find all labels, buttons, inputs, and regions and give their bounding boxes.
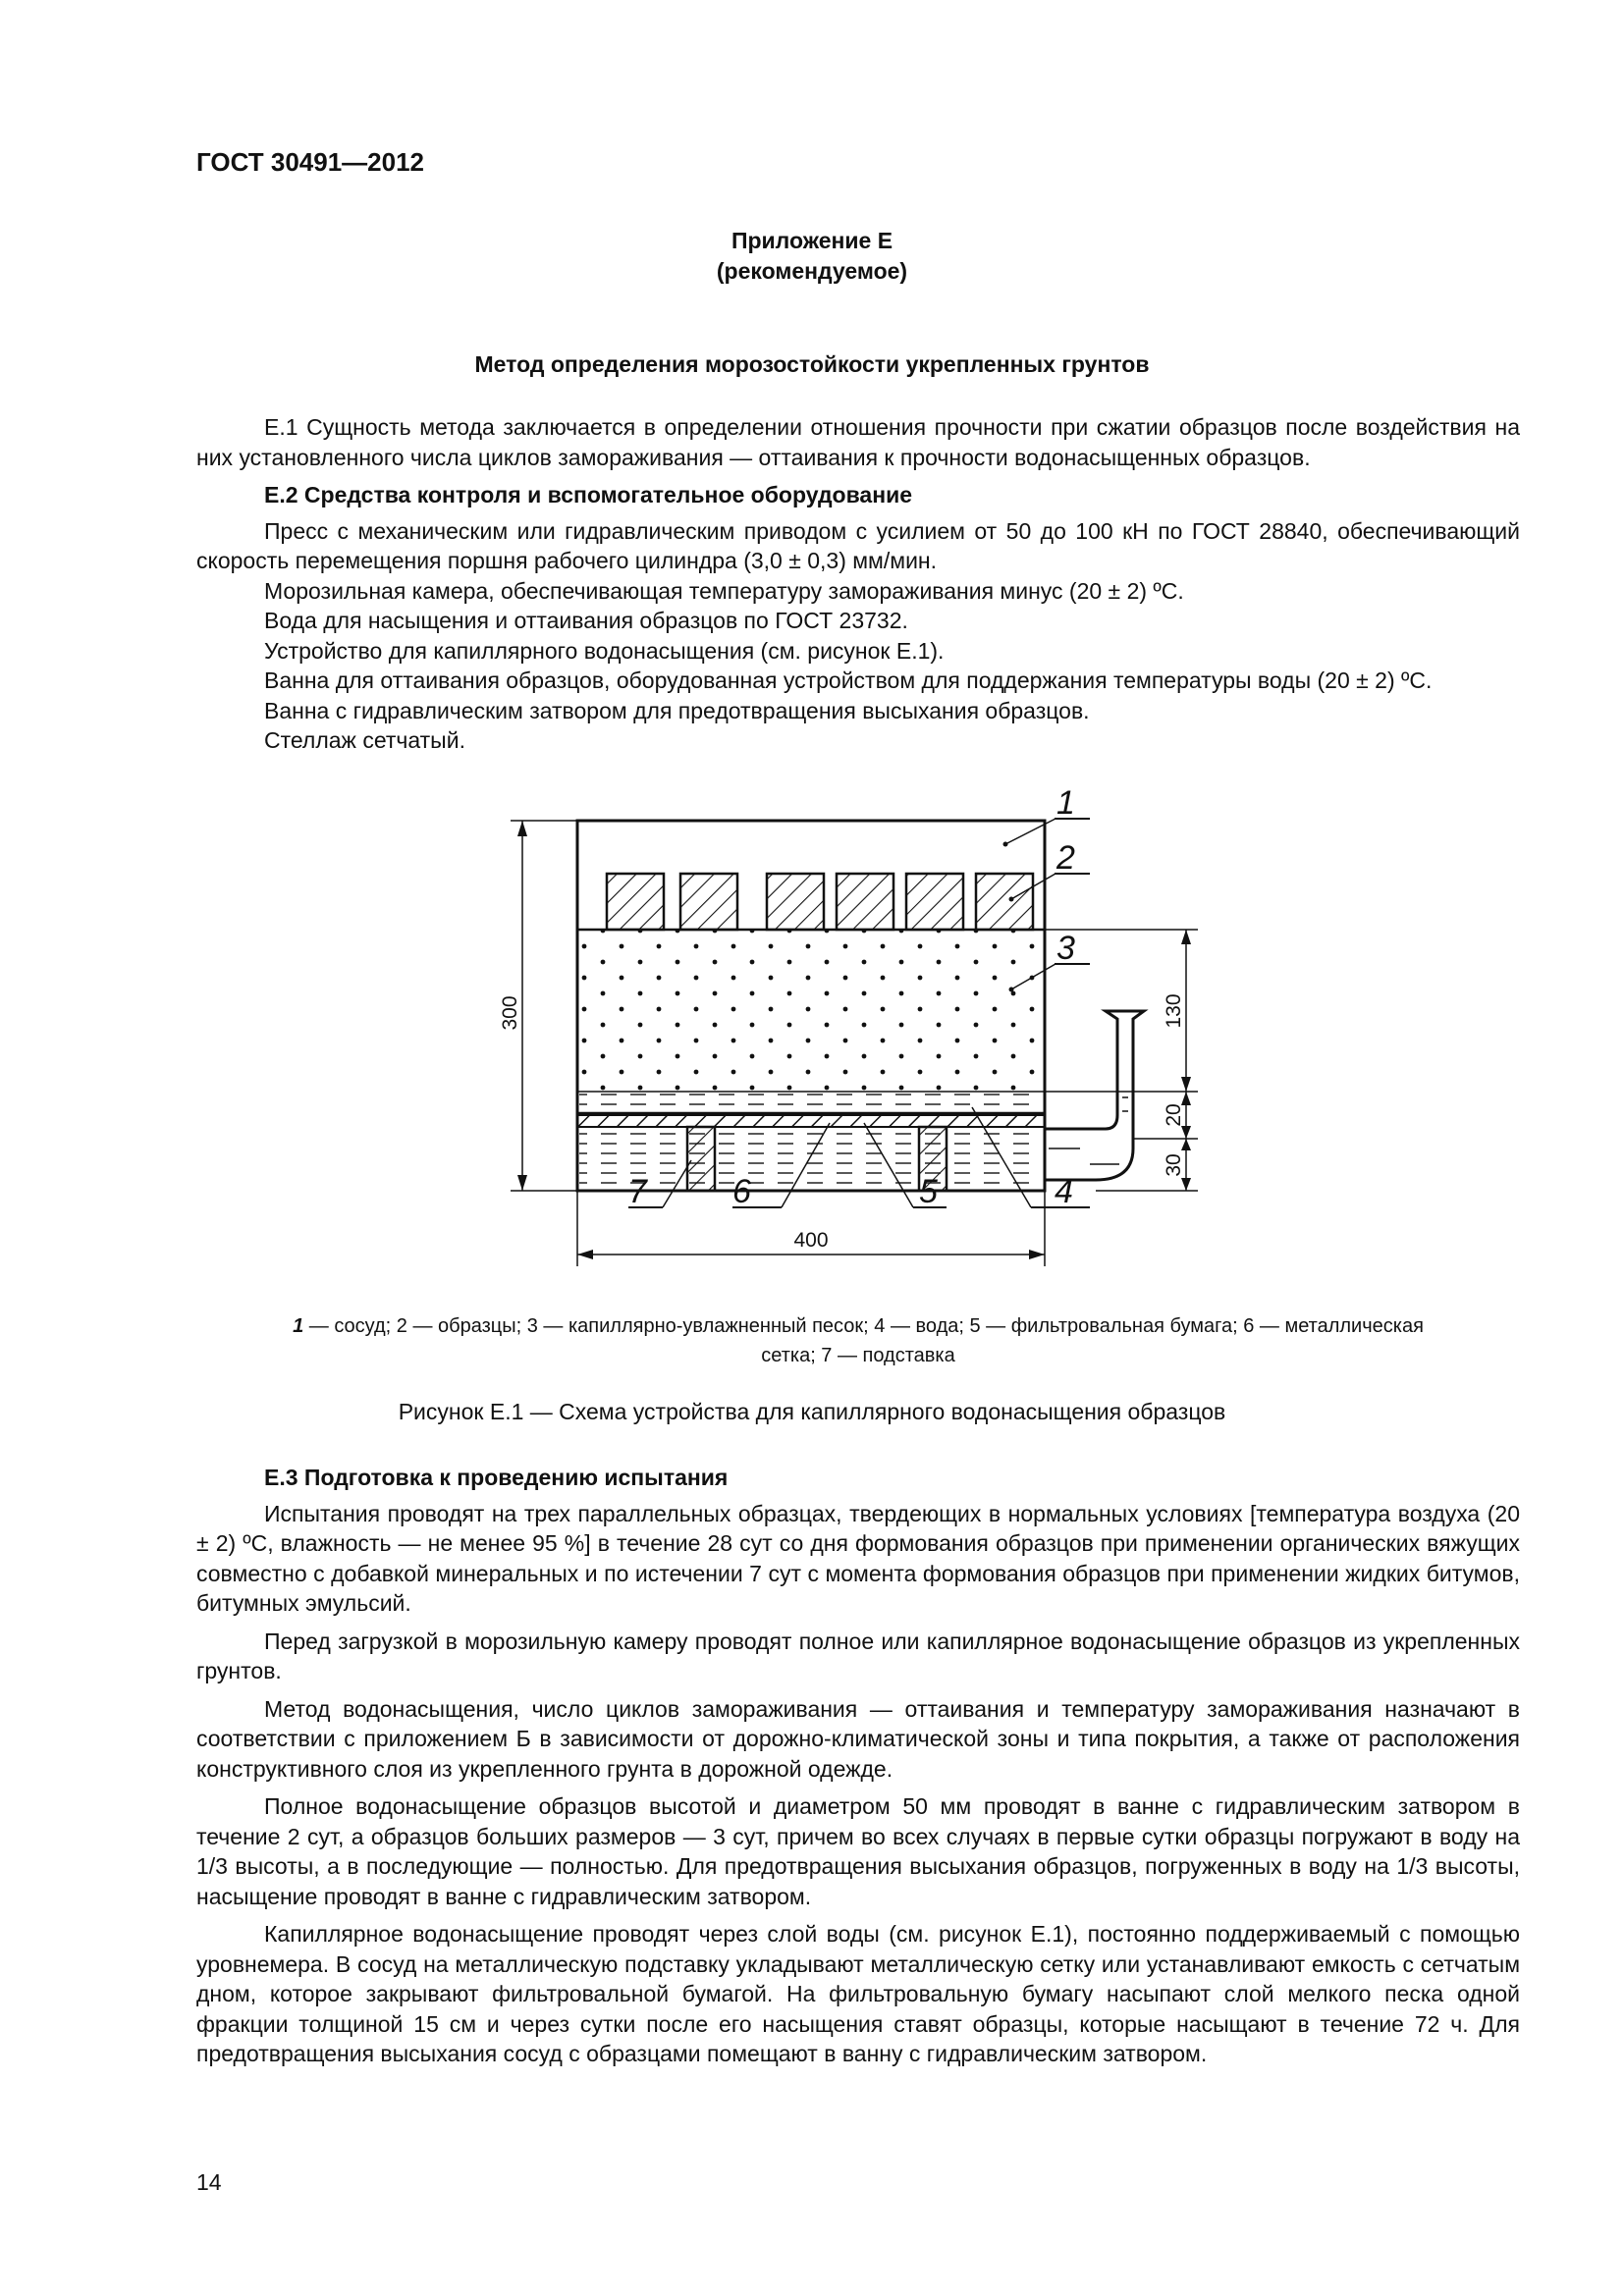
level-gauge <box>1045 1011 1144 1180</box>
sample <box>680 874 737 930</box>
dimension-400: 400 <box>793 1229 829 1252</box>
section3-paragraph: Метод водонасыщения, число циклов замораживания — оттаивания и температуру замораживания назначают в соответствии с приложением Б в зависимости от дорожно-климатической зоны и типа покрытия, а также от расположения конструктивного слоя из укрепленного грунта в дорожной одежде. <box>196 1695 1520 1782</box>
equipment-item: Вода для насыщения и оттаивания образцов по ГОСТ 23732. <box>264 608 908 633</box>
legend-line-2: сетка; 7 — подставка <box>761 1345 955 1366</box>
label-7: 7 <box>628 1173 647 1210</box>
appendix-status: (рекомендуемое) <box>716 258 908 284</box>
document-header: ГОСТ 30491—2012 <box>196 147 424 177</box>
label-5: 5 <box>919 1173 938 1210</box>
capillary-saturation-diagram <box>481 784 1185 1286</box>
equipment-item: Ванна для оттаивания образцов, оборудованная устройством для поддержания температуры воды (20 ± 2) ºС. <box>264 667 1433 693</box>
figure-caption: Рисунок Е.1 — Схема устройства для капиллярного водонасыщения образцов <box>398 1399 1226 1424</box>
dimension-30: 30 <box>1163 1153 1185 1177</box>
metal-mesh <box>577 1115 1045 1127</box>
label-3: 3 <box>1056 930 1075 967</box>
figure-legend <box>196 1311 1520 1370</box>
section3-paragraph: Перед загрузкой в морозильную камеру проводят полное или капиллярное водонасыщение образцов из укрепленных грунтов. <box>196 1628 1520 1683</box>
sand-layer <box>579 930 1043 1092</box>
section-3 <box>196 1463 1520 2069</box>
equipment-item: Ванна с гидравлическим затвором для предотвращения высыхания образцов. <box>264 697 1090 723</box>
dimension-20: 20 <box>1163 1103 1185 1127</box>
dimension-300: 300 <box>499 995 521 1031</box>
section3-paragraph: Испытания проводят на трех параллельных образцах, твердеющих в нормальных условиях [температура воздуха (20 ± 2) ºС, влажность — не менее 95 %] в течение 28 сут со дня формования образцов при применении органических вяжущих совместно с добавкой минеральных и по истечении 7 сут с момента формования образцов при применении жидких битумов, битумных эмульсий. <box>196 1500 1520 1616</box>
section-1-2 <box>196 412 1520 756</box>
equipment-item: Стеллаж сетчатый. <box>264 727 465 753</box>
sample <box>837 874 893 930</box>
water-layer-lower <box>579 1127 1043 1189</box>
section3-paragraph: Полное водонасыщение образцов высотой и диаметром 50 мм проводят в ванне с гидравлическим затвором в течение 2 сут, а образцов больших размеров — 3 сут, причем во всех случаях в первые сутки образцы погружают в воду на 1/3 высоты, а в последующие — полностью. Для предотвращения высыхания образцов, погруженных в воду на 1/3 высоты, насыщение проводят в ванне с гидравлическим затвором. <box>196 1793 1520 1909</box>
sample <box>767 874 824 930</box>
equipment-item: Устройство для капиллярного водонасыщения (см. рисунок Е.1). <box>264 637 945 664</box>
sample <box>607 874 664 930</box>
appendix-title: Приложение Е <box>731 228 893 253</box>
dimension-130: 130 <box>1163 993 1185 1029</box>
legend-text: — сосуд; 2 — образцы; 3 — капиллярно-увлажненный песок; 4 — вода; 5 — фильтровальная бумага; 6 — металлическая <box>303 1315 1424 1337</box>
section2-paragraph: Пресс с механическим или гидравлическим приводом с усилием от 50 до 100 кН по ГОСТ 28840, обеспечивающий скорость перемещения поршня рабочего цилиндра (3,0 ± 0,3) мм/мин. <box>196 517 1520 573</box>
legend-line-1 <box>196 1311 1520 1341</box>
label-1: 1 <box>1056 784 1075 822</box>
label-2: 2 <box>1056 839 1075 877</box>
label-6: 6 <box>732 1173 751 1210</box>
legend-key-1: 1 <box>293 1315 304 1337</box>
section1-paragraph: Е.1 Сущность метода заключается в определении отношения прочности при сжатии образцов после воздействия на них установленного числа циклов замораживания — оттаивания к прочности водонасыщенных образцов. <box>196 414 1520 470</box>
section3-heading: Е.3 Подготовка к проведению испытания <box>264 1465 729 1490</box>
equipment-item: Морозильная камера, обеспечивающая температуру замораживания минус (20 ± 2) ºС. <box>264 577 1184 604</box>
section3-paragraph: Капиллярное водонасыщение проводят через слой воды (см. рисунок Е.1), постоянно поддерживаемый с помощью уровнемера. В сосуд на металлическую подставку укладывают металлическую сетку или устанавливают емкость с сетчатым дном, которое закрывают фильтровальной бумагой. На фильтровальную бумагу насыпают слой мелкого песка одной фракции толщиной 15 см и через сутки после его насыщения ставят образцы, которые насыщают в течение 72 ч. Для предотвращения высыхания сосуд с образцами помещают в ванну с гидравлическим затвором. <box>196 1921 1520 2066</box>
sample <box>906 874 963 930</box>
page-number: 14 <box>196 2169 222 2195</box>
method-title: Метод определения морозостойкости укрепленных грунтов <box>474 351 1150 377</box>
support-left <box>687 1127 715 1191</box>
sample <box>976 874 1033 930</box>
section2-heading: Е.2 Средства контроля и вспомогательное оборудование <box>264 482 913 507</box>
water-layer-upper <box>579 1092 1043 1115</box>
label-4: 4 <box>1055 1173 1073 1210</box>
